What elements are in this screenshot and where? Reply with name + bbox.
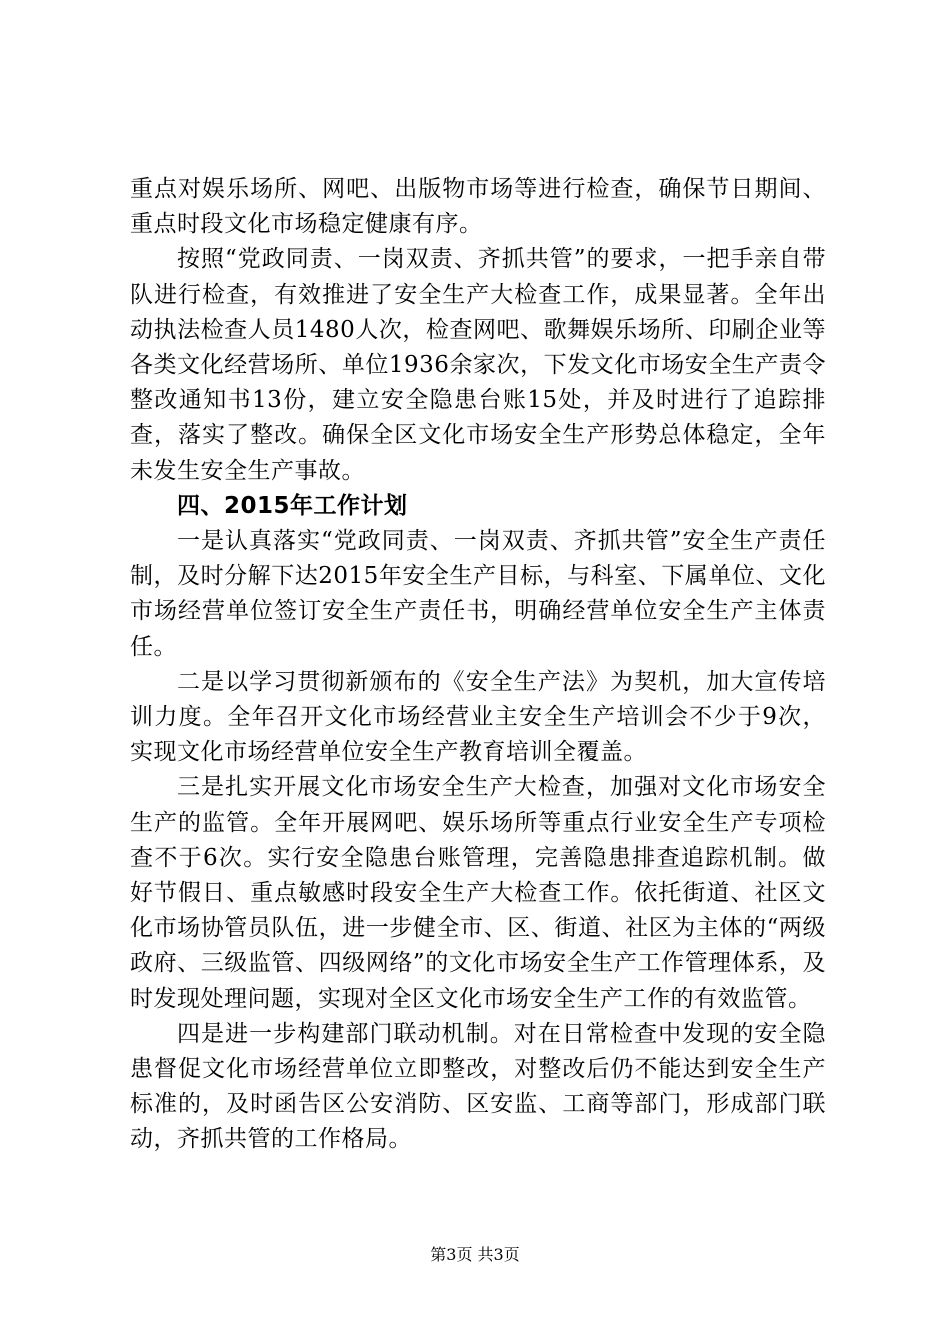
paragraph-6: 三是扎实开展文化市场安全生产大检查，加强对文化市场安全生产的监管。全年开展网吧、娱乐场所等重点行业安全生产专项检查不于6次。实行安全隐患台账管理，完善隐患排查追踪机制。做好节假日、重点敏感时段安全生产大检查工作。依托街道、社区文化市场协管员队伍，进一步健全市、区、街道、社区为主体的“两级政府、三级监管、四级网络”的文化市场安全生产工作管理体系，及时发现处理问题，实现对全区文化市场安全生产工作的有效监管。 [130,774,826,1012]
paragraph-2: 按照“党政同责、一岗双责、齐抓共管”的要求，一把手亲自带队进行检查，有效推进了安全生产大检查工作，成果显著。全年出动执法检查人员1480人次，检查网吧、歌舞娱乐场所、印刷企业等各类文化经营场所、单位1936余家次，下发文化市场安全生产责令整改通知书13份，建立安全隐患台账15处，并及时进行了追踪排查，落实了整改。确保全区文化市场安全生产形势总体稳定，全年未发生安全生产事故。 [130,246,826,484]
section-heading: 四、2015年工作计划 [177,492,408,519]
paragraph-1: 重点对娱乐场所、网吧、出版物市场等进行检查，确保节日期间、重点时段文化市场稳定健康有序。 [130,176,826,238]
paragraph-5: 二是以学习贯彻新颁布的《安全生产法》为契机，加大宣传培训力度。全年召开文化市场经营业主安全生产培训会不少于9次，实现文化市场经营单位安全生产教育培训全覆盖。 [130,668,826,766]
paragraph-7: 四是进一步构建部门联动机制。对在日常检查中发现的安全隐患督促文化市场经营单位立即整改，对整改后仍不能达到安全生产标准的，及时函告区公安消防、区安监、工商等部门，形成部门联动，齐抓共管的工作格局。 [130,1020,826,1153]
document-body [130,172,826,1158]
paragraph-4: 一是认真落实“党政同责、一岗双责、齐抓共管”安全生产责任制，及时分解下达2015年安全生产目标，与科室、下属单位、文化市场经营单位签订安全生产责任书，明确经营单位安全生产主体责任。 [130,528,826,660]
page-footer: 第3页 共3页 [430,1245,520,1264]
